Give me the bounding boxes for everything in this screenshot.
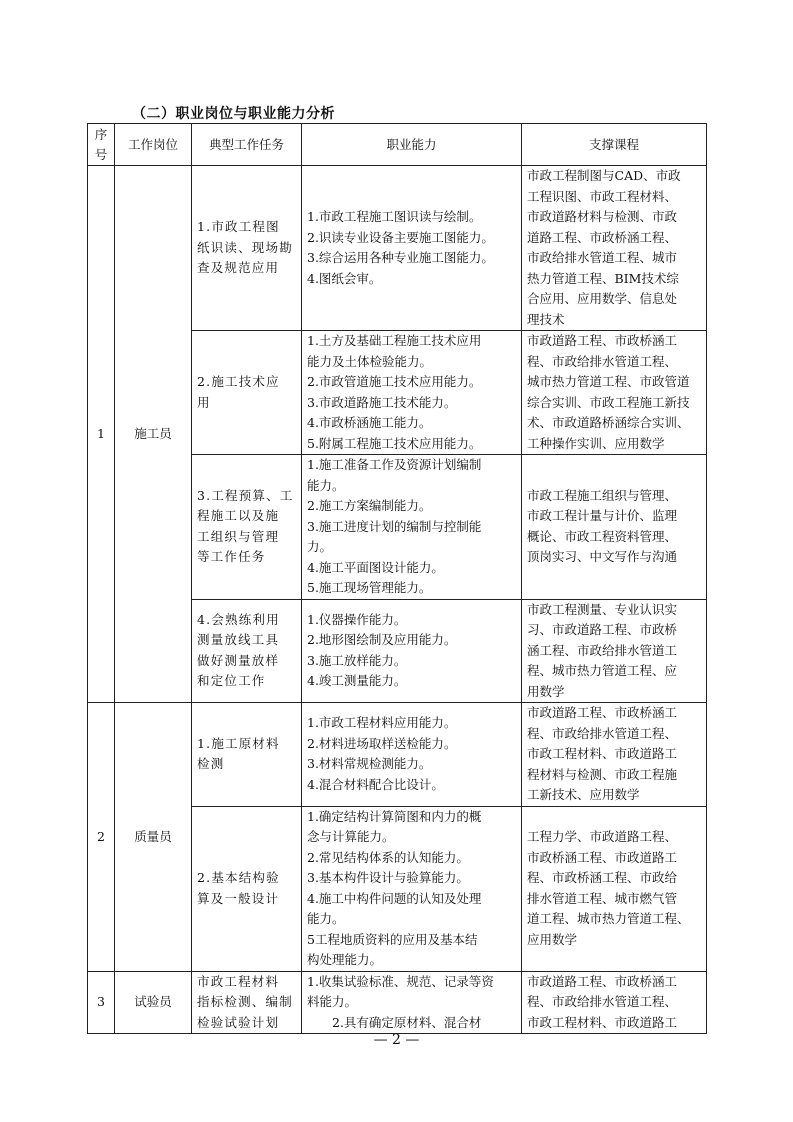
seq-cell: 3: [88, 971, 115, 1034]
task-cell: 4.会熟练利用 测量放线工具 做好测量放样 和定位工作: [192, 599, 302, 703]
section-title: （二）职业岗位与职业能力分析: [132, 106, 335, 122]
seq-cell: 1: [88, 166, 115, 703]
ability-cell: 1.土方及基础工程施工技术应用 能力及土体检验能力。 2.市政管道施工技术应用能力。 3.市政道路施工技术能力。 4.市政桥涵施工能力。 5.附属工程施工技术应用能力。: [302, 331, 522, 455]
table-row: [88, 703, 707, 807]
page-number: — 2 —: [373, 1032, 420, 1048]
ability-cell: 1.施工准备工作及资源计划编制 能力。 2.施工方案编制能力。 3.施工进度计划的编制与控制能 力。 4.施工平面图设计能力。 5.施工现场管理能力。: [302, 455, 522, 600]
seq-cell: 2: [88, 703, 115, 972]
header-position: 工作岗位: [115, 124, 192, 166]
course-cell: 市政工程制图与CAD、市政 工程识图、市政工程材料、 市政道路材料与检测、市政 道路工程、市政桥涵工程、 市政给排水管道工程、城市 热力管道工程、BIM技术综 合应用、应用数学、信息处 理技术: [522, 166, 707, 331]
header-ability: 职业能力: [302, 124, 522, 166]
table-header-row: [88, 124, 707, 166]
header-course: 支撑课程: [522, 124, 707, 166]
course-cell: 市政道路工程、市政桥涵工 程、市政给排水管道工程、 市政工程材料、市政道路工: [522, 971, 707, 1034]
course-cell: 市政工程测量、专业认识实 习、市政道路工程、市政桥 涵工程、市政给排水管道工 程、城市热力管道工程、应 用数学: [522, 599, 707, 703]
task-cell: 1.市政工程图 纸识读、现场勘 查及规范应用: [192, 166, 302, 331]
course-cell: 工程力学、市政道路工程、 市政桥涵工程、市政道路工 程、市政桥涵工程、市政给 排水管道工程、城市燃气管 道工程、城市热力管道工程、 应用数学: [522, 806, 707, 971]
position-cell: 质量员: [115, 703, 192, 972]
table-row: [88, 971, 707, 1034]
course-cell: 市政道路工程、市政桥涵工 程、市政给排水管道工程、 市政工程材料、市政道路工 程材料与检测、市政工程施 工新技术、应用数学: [522, 703, 707, 807]
ability-cell: 1.收集试验标准、规范、记录等资 料能力。 2.具有确定原材料、混合材: [302, 971, 522, 1034]
ability-cell: 1.确定结构计算简图和内力的概 念与计算能力。 2.常见结构体系的认知能力。 3.基本构件设计与验算能力。 4.施工中构件问题的认知及处理 能力。 5工程地质资料的应用及基本结 构处理能力。: [302, 806, 522, 971]
ability-cell: 1.市政工程施工图识读与绘制。 2.识读专业设备主要施工图能力。 3.综合运用各种专业施工图能力。 4.图纸会审。: [302, 166, 522, 331]
task-cell: 市政工程材料 指标检测、编制 检验试验计划: [192, 971, 302, 1034]
task-cell: 2.施工技术应 用: [192, 331, 302, 455]
course-cell: 市政道路工程、市政桥涵工 程、市政给排水管道工程、 城市热力管道工程、市政管道 综合实训、市政工程施工新技 术、市政道路桥涵综合实训、 工种操作实训、应用数学: [522, 331, 707, 455]
task-cell: 1.施工原材料 检测: [192, 703, 302, 807]
header-task: 典型工作任务: [192, 124, 302, 166]
position-cell: 施工员: [115, 166, 192, 703]
task-cell: 3.工程预算、工 程施工以及施 工组织与管理 等工作任务: [192, 455, 302, 600]
course-cell: 市政工程施工组织与管理、 市政工程计量与计价、监理 概论、市政工程资料管理、 顶岗实习、中文写作与沟通: [522, 455, 707, 600]
table-row: [88, 166, 707, 331]
task-cell: 2.基本结构验 算及一般设计: [192, 806, 302, 971]
ability-cell: 1.市政工程材料应用能力。 2.材料进场取样送检能力。 3.材料常规检测能力。 4.混合材料配合比设计。: [302, 703, 522, 807]
ability-cell: 1.仪器操作能力。 2.地形图绘制及应用能力。 3.施工放样能力。 4.竣工测量能力。: [302, 599, 522, 703]
job-analysis-table: [87, 123, 707, 1034]
position-cell: 试验员: [115, 971, 192, 1034]
header-seq: 序 号: [88, 124, 115, 166]
